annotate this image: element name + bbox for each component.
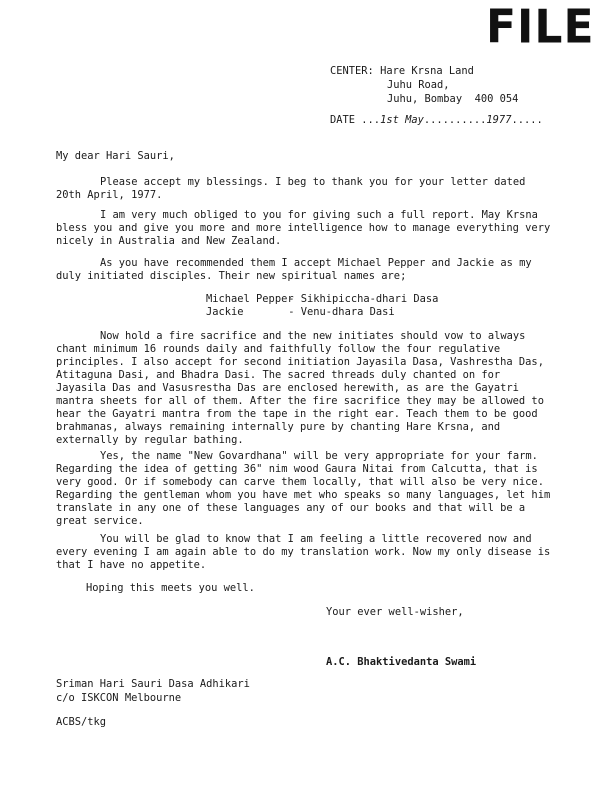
paragraph-fire-sacrifice [56, 330, 556, 447]
date-year: 1977 [486, 114, 512, 126]
new-name: - Venu-dhara Dasi [288, 306, 395, 318]
new-name: - Sikhipiccha-dhari Dasa [288, 293, 439, 305]
closing: Your ever well-wisher, [326, 606, 464, 618]
date-line [330, 114, 543, 127]
file-stamp: FILE [486, 0, 595, 55]
paragraph-recommend [56, 257, 556, 283]
name-row [206, 306, 438, 319]
paragraph-farm [56, 450, 556, 528]
paragraph: Yes, the name "New Govardhana" will be very appropriate for your farm. Regarding the idea of getting 36" nim wood Gaura Nitai from Calcutta, that is very good. Or if somebody can carve them locally, that will also be very nice. Regarding the gentleman whom you have met who speaks so many languages, let him translate in any one of these languages any of our books and that will be a great service. [56, 450, 551, 527]
initials: ACBS/tkg [56, 716, 107, 728]
recipient-address: c/o ISKCON Melbourne [56, 692, 182, 704]
signature: A.C. Bhaktivedanta Swami [326, 656, 477, 668]
paragraph-health [56, 533, 556, 572]
recipient-name: Sriman Hari Sauri Dasa Adhikari [56, 678, 250, 690]
paragraph-hoping [56, 582, 556, 595]
center-address [330, 64, 518, 106]
old-name: Jackie [206, 306, 244, 318]
paragraph: I am very much obliged to you for giving such a full report. May Krsna bless you and give you more and more intelligence how to manage everything very nicely in Australia and New Zealand. [56, 209, 551, 247]
initiate-names [206, 293, 438, 319]
paragraph: Please accept my blessings. I beg to thank you for your letter dated 20th April, 1977. [56, 176, 526, 201]
paragraph-report [56, 209, 556, 248]
date-dots-2: .......... [423, 114, 487, 126]
center-line1: Hare Krsna Land [380, 65, 474, 77]
date-dots-3: ..... [511, 114, 543, 126]
paragraph-blessings [56, 176, 556, 202]
center-line3: Juhu, Bombay 400 054 [387, 93, 519, 105]
date-value: 1st May [380, 114, 424, 126]
paragraph: As you have recommended them I accept Michael Pepper and Jackie as my duly initiated disciples. Their new spiritual names are; [56, 257, 532, 282]
date-dots-1: ... [355, 114, 381, 126]
date-label: DATE [330, 114, 356, 126]
paragraph: Now hold a fire sacrifice and the new initiates should vow to always chant minimum 16 rounds daily and faithfully follow the four regulative principles. I also accept for second initiation Jayasila Dasa, Vashrestha Das, Atitaguna Dasi, and Bhadra Dasi. The sacred threads duly chanted on for Jayasila Das and Vasusrestha Das are enclosed herewith, as are the Gayatri mantra sheets for all of them. After the fire sacrifice they may be allowed to hear the Gayatri mantra from the tape in the right ear. Teach them to be good brahmanas, always remaining internally pure by chanting Hare Krsna, and externally by regular bathing. [56, 330, 544, 446]
old-name: Michael Pepper [206, 293, 294, 305]
center-label: CENTER: [330, 65, 374, 77]
name-row [206, 293, 438, 306]
paragraph: You will be glad to know that I am feeling a little recovered now and every evening I am again able to do my translation work. Now my only disease is that I have no appetite. [56, 533, 551, 571]
paragraph: Hoping this meets you well. [86, 582, 255, 594]
center-line2: Juhu Road, [387, 79, 450, 91]
salutation: My dear Hari Sauri, [56, 150, 175, 162]
